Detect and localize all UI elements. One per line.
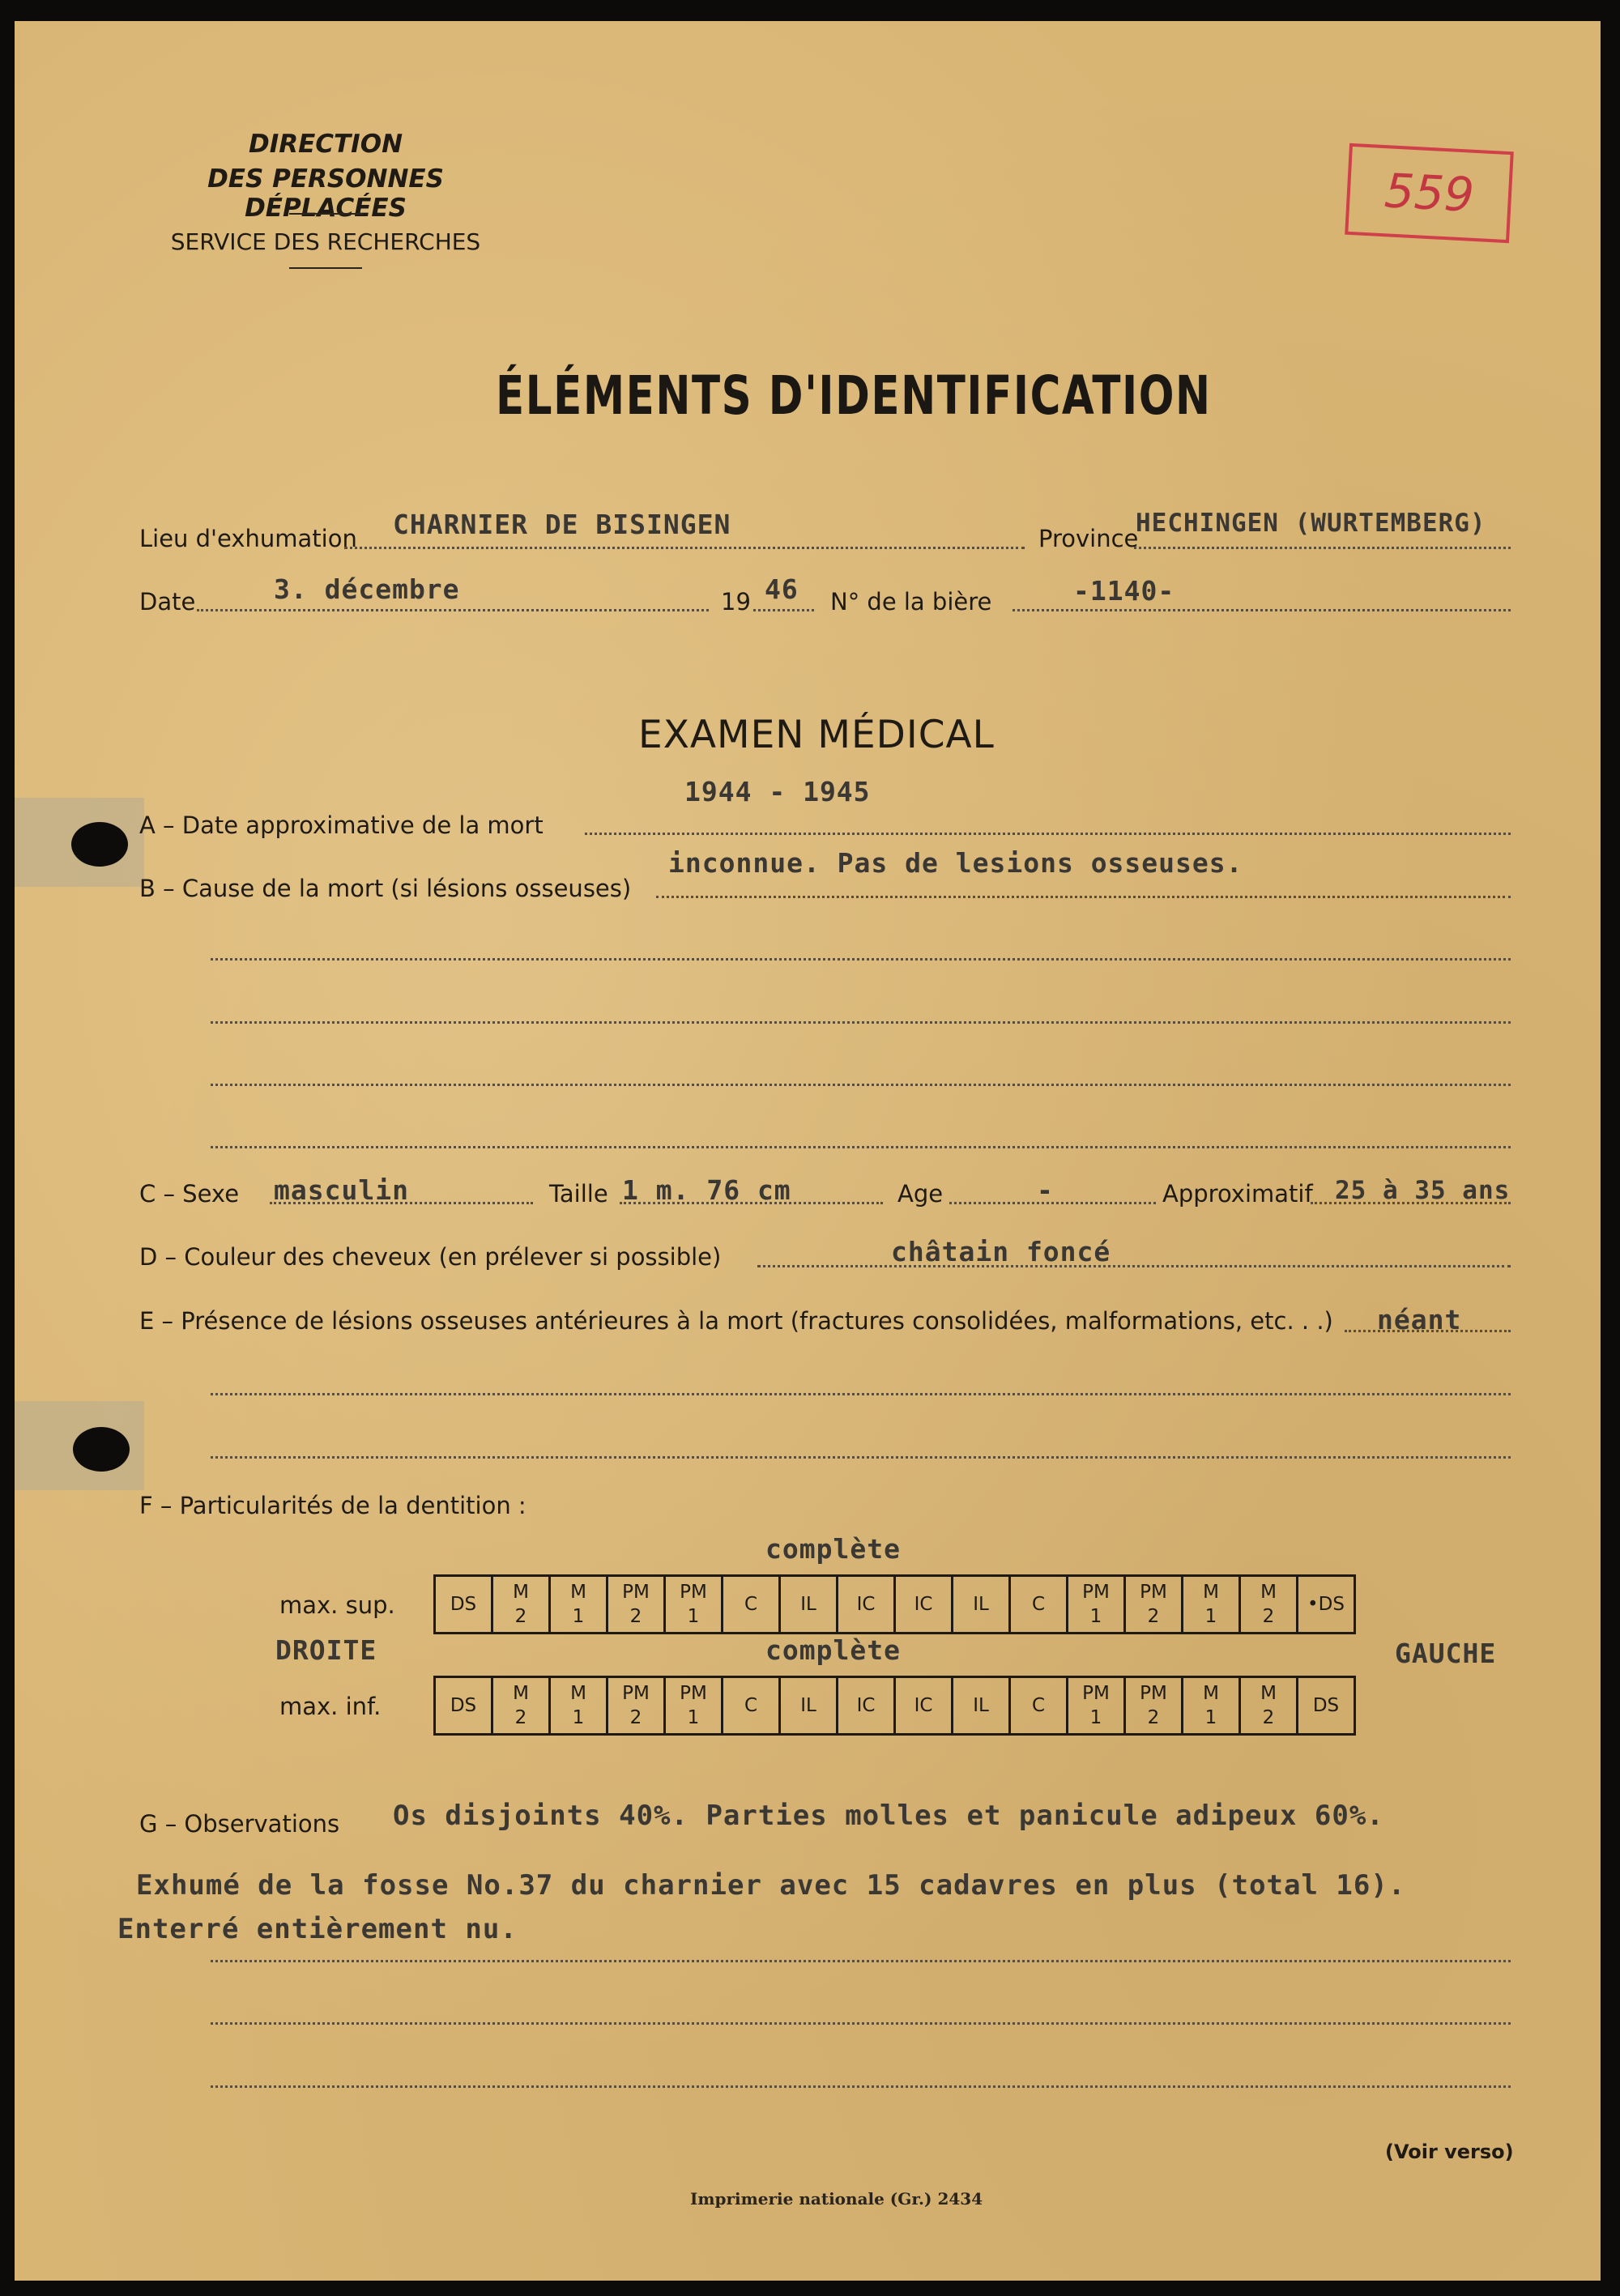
lower-tooth-cell-number: 2: [514, 1707, 527, 1728]
c-approx-label: Approximatif: [1162, 1180, 1313, 1208]
a-label: A – Date approximative de la mort: [139, 811, 544, 839]
c-sexe-label: C – Sexe: [139, 1180, 240, 1208]
lower-tooth-cell: [665, 1677, 723, 1735]
c-age-value: -: [1037, 1174, 1054, 1206]
d-label: D – Couleur des cheveux (en prélever si possible): [139, 1243, 722, 1271]
upper-tooth-cell: [838, 1576, 895, 1634]
lower-tooth-cell-label: PM: [622, 1683, 650, 1704]
e-value: néant: [1377, 1304, 1462, 1335]
lower-tooth-cell: [1068, 1677, 1125, 1735]
upper-tooth-cell-label: M: [570, 1582, 586, 1603]
upper-tooth-cell-label: IL: [973, 1594, 989, 1615]
document-title: ÉLÉMENTS D'IDENTIFICATION: [496, 364, 1212, 427]
lower-tooth-cell-number: 2: [1262, 1707, 1275, 1728]
lower-tooth-cell-label: M: [570, 1683, 586, 1704]
province-value: HECHINGEN (WURTEMBERG): [1136, 509, 1486, 538]
max-inf-label: max. inf.: [279, 1693, 382, 1720]
e-dotted-line-3: [211, 1456, 1511, 1459]
year-dotted-line: [753, 609, 814, 611]
upper-teeth-chart: [433, 1574, 1356, 1634]
province-dotted-line: [1134, 547, 1511, 549]
punch-hole-top: [71, 822, 128, 867]
upper-tooth-cell: [895, 1576, 953, 1634]
biere-value: -1140-: [1073, 575, 1175, 607]
upper-tooth-cell-label: C: [744, 1594, 758, 1615]
upper-tooth-cell-number: 2: [629, 1606, 642, 1627]
upper-tooth-cell-label: PM: [680, 1582, 707, 1603]
g-observation-line1: Os disjoints 40%. Parties molles et panicule adipeux 60%.: [393, 1800, 1384, 1832]
province-label: Province: [1038, 525, 1139, 552]
lieu-dotted-line: [344, 547, 1025, 549]
upper-tooth-cell: [953, 1576, 1010, 1634]
lieu-value: CHARNIER DE BISINGEN: [393, 509, 731, 540]
b-label: B – Cause de la mort (si lésions osseuses): [139, 875, 632, 902]
lower-tooth-cell: [1183, 1677, 1240, 1735]
b-dotted-line: [656, 896, 1511, 898]
red-number-stamp: 559: [1345, 143, 1514, 243]
upper-tooth-cell-label: M: [1203, 1582, 1219, 1603]
lieu-label: Lieu d'exhumation: [139, 525, 357, 552]
lower-tooth-cell: [838, 1677, 895, 1735]
lower-tooth-cell: [953, 1677, 1010, 1735]
upper-tooth-cell-label: PM: [1082, 1582, 1110, 1603]
date-value: 3. décembre: [274, 573, 460, 605]
upper-tooth-cell-label: C: [1031, 1594, 1046, 1615]
lower-teeth-chart: [433, 1676, 1356, 1736]
upper-tooth-cell-label: M: [513, 1582, 529, 1603]
lower-tooth-cell: [1240, 1677, 1298, 1735]
year-prefix: 19: [721, 588, 751, 616]
g-dotted-line-1: [211, 1960, 1511, 1962]
lower-tooth-cell-label: M: [1203, 1683, 1219, 1704]
upper-tooth-cell: [1068, 1576, 1125, 1634]
upper-tooth-cell-number: 1: [1089, 1606, 1102, 1627]
punch-hole-bottom: [73, 1427, 130, 1472]
upper-teeth-note: complète: [765, 1533, 901, 1565]
upper-tooth-cell: [492, 1576, 550, 1634]
lower-tooth-cell-label: IC: [856, 1695, 876, 1716]
upper-tooth-cell-label: PM: [1140, 1582, 1167, 1603]
lower-tooth-cell-number: 2: [1147, 1707, 1160, 1728]
header-direction-line2: DES PERSONNES DÉPLACÉES: [207, 164, 444, 223]
lower-tooth-cell-label: IL: [973, 1695, 989, 1716]
lower-tooth-cell-number: 1: [1089, 1707, 1102, 1728]
header-rule-2: [289, 267, 362, 269]
date-label: Date: [139, 588, 196, 616]
lower-tooth-cell: [895, 1677, 953, 1735]
upper-tooth-cell-label: M: [1260, 1582, 1277, 1603]
c-age-label: Age: [897, 1180, 944, 1208]
lower-tooth-cell-label: PM: [1082, 1683, 1110, 1704]
upper-tooth-cell: [608, 1576, 665, 1634]
lower-tooth-cell-label: DS: [450, 1695, 477, 1716]
lower-tooth-cell-label: DS: [1312, 1695, 1340, 1716]
upper-tooth-cell-label: IC: [914, 1594, 933, 1615]
lower-teeth-note: complète: [765, 1634, 901, 1666]
lower-tooth-cell: [550, 1677, 608, 1735]
exam-heading: EXAMEN MÉDICAL: [638, 713, 995, 757]
upper-tooth-cell-number: 2: [1262, 1606, 1275, 1627]
biere-dotted-line: [1013, 609, 1511, 611]
d-dotted-line: [757, 1265, 1511, 1267]
b-dotted-line-5: [211, 1146, 1511, 1148]
year-value: 46: [765, 573, 799, 605]
max-sup-label: max. sup.: [279, 1591, 395, 1619]
lower-tooth-cell-label: PM: [680, 1683, 707, 1704]
b-value: inconnue. Pas de lesions osseuses.: [668, 847, 1243, 879]
c-taille-value: 1 m. 76 cm: [622, 1174, 791, 1206]
upper-tooth-cell: [435, 1576, 492, 1634]
a-value: 1944 - 1945: [684, 776, 871, 807]
upper-tooth-cell-label: PM: [622, 1582, 650, 1603]
lower-tooth-cell-label: PM: [1140, 1683, 1167, 1704]
upper-tooth-cell: [550, 1576, 608, 1634]
c-taille-label: Taille: [549, 1180, 608, 1208]
upper-tooth-cell-label: IL: [800, 1594, 816, 1615]
c-approx-value: 25 à 35 ans: [1335, 1176, 1511, 1205]
lower-tooth-cell: [780, 1677, 838, 1735]
e-label: E – Présence de lésions osseuses antérieures à la mort (fractures consolidées, malformations, etc. . .): [139, 1307, 1333, 1335]
upper-tooth-cell: [665, 1576, 723, 1634]
upper-tooth-cell-number: 1: [1204, 1606, 1217, 1627]
upper-tooth-cell-label: DS: [450, 1594, 477, 1615]
a-dotted-line: [585, 833, 1511, 835]
upper-tooth-cell-label: •DS: [1307, 1594, 1345, 1615]
g-dotted-line-2: [211, 2022, 1511, 2025]
upper-tooth-cell: [1010, 1576, 1068, 1634]
b-dotted-line-3: [211, 1021, 1511, 1024]
g-observation-line3: Enterré entièrement nu.: [117, 1913, 518, 1945]
lower-tooth-cell: [1298, 1677, 1355, 1735]
g-dotted-line-3: [211, 2085, 1511, 2088]
upper-tooth-cell-number: 2: [1147, 1606, 1160, 1627]
lower-tooth-cell-number: 2: [629, 1707, 642, 1728]
droite-label: DROITE: [275, 1634, 377, 1666]
lower-tooth-cell: [435, 1677, 492, 1735]
gauche-label: GAUCHE: [1395, 1638, 1497, 1669]
upper-tooth-cell: [1125, 1576, 1183, 1634]
lower-tooth-cell-label: IC: [914, 1695, 933, 1716]
lower-tooth-cell: [492, 1677, 550, 1735]
c-sexe-value: masculin: [274, 1174, 409, 1206]
upper-tooth-cell: [1183, 1576, 1240, 1634]
lower-tooth-cell-number: 1: [1204, 1707, 1217, 1728]
biere-label: N° de la bière: [830, 588, 992, 616]
b-dotted-line-4: [211, 1084, 1511, 1086]
voir-verso-note: (Voir verso): [1385, 2141, 1514, 2163]
lower-tooth-cell-label: M: [513, 1683, 529, 1704]
upper-tooth-cell: [723, 1576, 780, 1634]
upper-tooth-cell-number: 1: [687, 1606, 700, 1627]
upper-tooth-cell-label: IC: [856, 1594, 876, 1615]
lower-tooth-cell: [1010, 1677, 1068, 1735]
header-direction-line1: DIRECTION: [248, 130, 403, 159]
g-label: G – Observations: [139, 1810, 340, 1838]
printer-imprint: Imprimerie nationale (Gr.) 2434: [690, 2189, 983, 2209]
lower-tooth-cell-label: C: [1031, 1695, 1046, 1716]
lower-tooth-cell-label: M: [1260, 1683, 1277, 1704]
upper-tooth-cell-number: 1: [572, 1606, 585, 1627]
header-service: SERVICE DES RECHERCHES: [170, 228, 481, 255]
d-value: châtain foncé: [891, 1236, 1111, 1267]
f-label: F – Particularités de la dentition :: [139, 1492, 526, 1519]
upper-tooth-cell: [1298, 1576, 1355, 1634]
upper-tooth-cell: [780, 1576, 838, 1634]
lower-tooth-cell: [608, 1677, 665, 1735]
lower-tooth-cell-number: 1: [687, 1707, 700, 1728]
upper-tooth-cell: [1240, 1576, 1298, 1634]
header-rule-1: [289, 213, 362, 215]
date-dotted-line: [197, 609, 709, 611]
lower-tooth-cell: [723, 1677, 780, 1735]
g-observation-line2: Exhumé de la fosse No.37 du charnier avec 15 cadavres en plus (total 16).: [136, 1869, 1406, 1902]
lower-tooth-cell-label: C: [744, 1695, 758, 1716]
e-dotted-line-2: [211, 1393, 1511, 1395]
lower-tooth-cell: [1125, 1677, 1183, 1735]
upper-tooth-cell-number: 2: [514, 1606, 527, 1627]
b-dotted-line-2: [211, 958, 1511, 961]
lower-tooth-cell-number: 1: [572, 1707, 585, 1728]
lower-tooth-cell-label: IL: [800, 1695, 816, 1716]
